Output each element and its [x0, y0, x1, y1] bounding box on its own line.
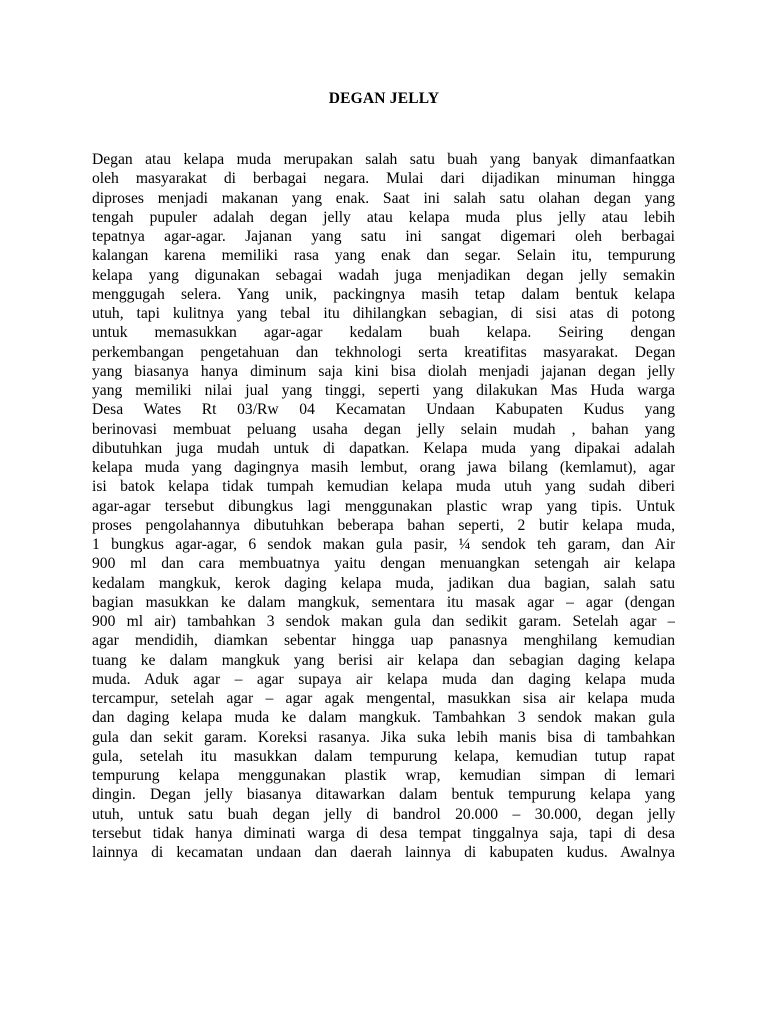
body-line: yang biasanya hanya diminum saja kini bisa diolah menjadi jajanan degan jelly [92, 362, 675, 380]
body-line: kalangan karena memiliki rasa yang enak dan segar. Selain itu, tempurung [92, 247, 675, 265]
body-line: utuh, untuk satu buah degan jelly di bandrol 20.000 – 30.000, degan jelly [92, 805, 675, 823]
body-line: tercampur, setelah agar – agar agak mengental, masukkan sisa air kelapa muda [92, 690, 675, 707]
body-line: muda. Aduk agar – agar supaya air kelapa muda dan daging kelapa muda [92, 670, 675, 688]
body-line: tepatnya agar-agar. Jajanan yang satu ini sangat digemari oleh berbagai [92, 228, 675, 245]
body-line: tengah pupuler adalah degan jelly atau kelapa muda plus jelly atau lebih [92, 208, 675, 226]
body-line: kelapa yang digunakan sebagai wadah juga menjadikan degan jelly semakin [92, 266, 675, 284]
body-line: tempurung kelapa menggunakan plastik wrap, kemudian simpan di lemari [92, 767, 675, 784]
body-line: isi batok kelapa tidak tumpah kemudian kelapa muda utuh yang sudah diberi [92, 478, 675, 496]
document-body [92, 150, 675, 862]
body-line: dan daging kelapa muda ke dalam mangkuk. Tambahkan 3 sendok makan gula [92, 709, 675, 727]
body-line: untuk memasukkan agar-agar kedalam buah kelapa. Seiring dengan [92, 324, 675, 342]
body-line: dibutuhkan juga mudah untuk di dapatkan. Kelapa muda yang dipakai adalah [92, 439, 675, 457]
document-title: DEGAN JELLY [328, 90, 440, 107]
body-line: 900 ml dan cara membuatnya yaitu dengan menuangkan setengah air kelapa [92, 555, 675, 573]
body-line: kedalam mangkuk, kerok daging kelapa muda, jadikan dua bagian, salah satu [92, 574, 675, 592]
body-line: agar-agar tersebut dibungkus lagi menggunakan plastic wrap yang tipis. Untuk [92, 497, 675, 515]
body-line: agar mendidih, diamkan sebentar hingga uap panasnya menghilang kemudian [92, 632, 675, 650]
body-line: tuang ke dalam mangkuk yang berisi air kelapa dan sebagian daging kelapa [92, 651, 675, 669]
body-line: tersebut tidak hanya diminati warga di desa tempat tinggalnya saja, tapi di desa [92, 824, 675, 842]
body-line: 1 bungkus agar-agar, 6 sendok makan gula pasir, ¼ sendok teh garam, dan Air [92, 536, 675, 553]
body-line: gula dan sekit garam. Koreksi rasanya. Jika suka lebih manis bisa di tambahkan [92, 728, 675, 746]
body-line: 900 ml air) tambahkan 3 sendok makan gula dan sedikit garam. Setelah agar – [92, 613, 675, 630]
body-line: diproses menjadi makanan yang enak. Saat ini salah satu olahan degan yang [92, 189, 675, 207]
body-line: bagian masukkan ke dalam mangkuk, sementara itu masak agar – agar (dengan [92, 593, 675, 611]
body-line: oleh masyarakat di berbagai negara. Mulai dari dijadikan minuman hingga [92, 170, 675, 188]
body-line: dingin. Degan jelly biasanya ditawarkan dalam bentuk tempurung kelapa yang [92, 786, 675, 804]
body-line: berinovasi membuat peluang usaha degan jelly selain mudah , bahan yang [92, 420, 675, 438]
body-line: menggugah selera. Yang unik, packingnya masih tetap dalam bentuk kelapa [92, 285, 675, 303]
body-line: Degan atau kelapa muda merupakan salah satu buah yang banyak dimanfaatkan [92, 151, 675, 168]
body-line: perkembangan pengetahuan dan tekhnologi serta kreatifitas masyarakat. Degan [92, 343, 675, 361]
body-line: Desa Wates Rt 03/Rw 04 Kecamatan Undaan Kabupaten Kudus yang [92, 401, 675, 419]
body-line: kelapa muda yang dagingnya masih lembut, orang jawa bilang (kemlamut), agar [92, 459, 675, 476]
body-line: yang memiliki nilai jual yang tinggi, seperti yang dilakukan Mas Huda warga [92, 382, 675, 399]
body-line: lainnya di kecamatan undaan dan daerah lainnya di kabupaten kudus. Awalnya [92, 844, 675, 861]
body-line: utuh, tapi kulitnya yang tebal itu dihilangkan sebagian, di sisi atas di potong [92, 305, 675, 322]
body-line: gula, setelah itu masukkan dalam tempurung kelapa, kemudian tutup rapat [92, 747, 675, 765]
body-line: proses pengolahannya dibutuhkan beberapa bahan seperti, 2 butir kelapa muda, [92, 516, 675, 534]
